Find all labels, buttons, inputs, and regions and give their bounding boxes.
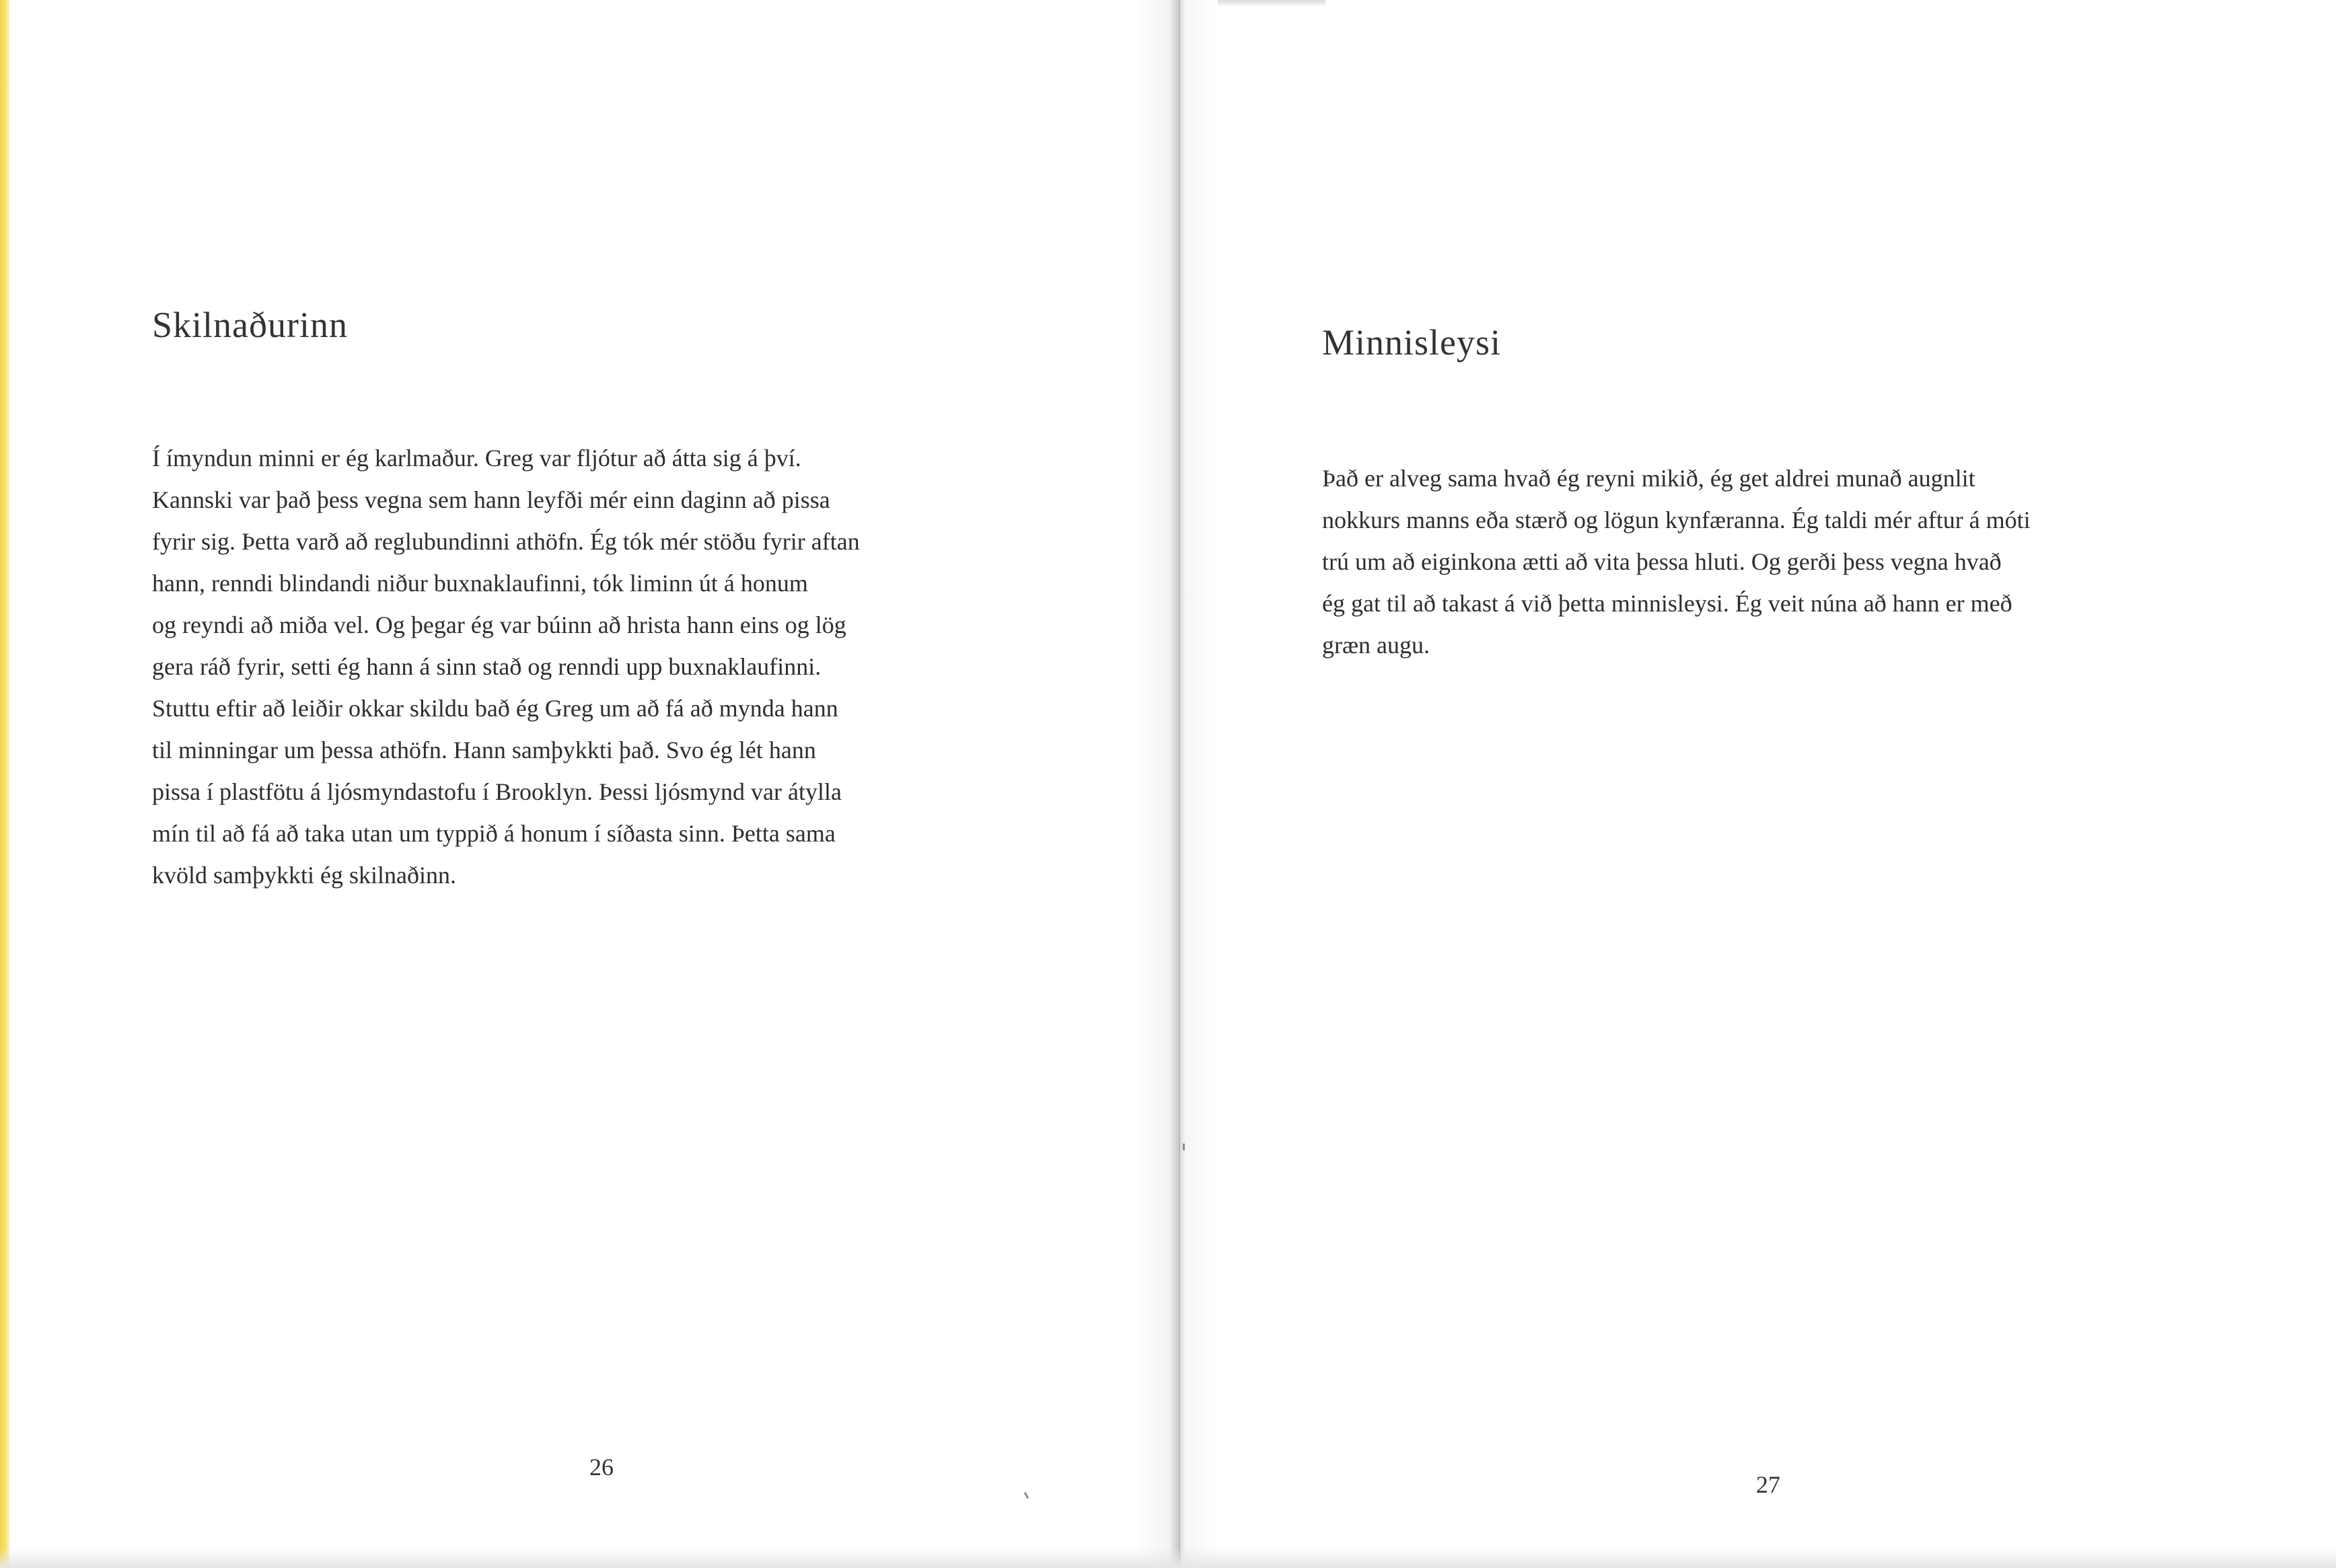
print-speck — [1183, 1144, 1185, 1150]
right-page — [1218, 0, 2336, 1568]
left-chapter-title: Skilnaðurinn — [152, 305, 348, 345]
text-line: Í ímyndun minni er ég karlmaður. Greg var fljótur að átta sig á því. — [152, 445, 801, 472]
page-edge — [0, 0, 9, 1568]
right-chapter-title: Minnisleysi — [1322, 322, 1502, 363]
text-line: Kannski var það þess vegna sem hann leyfði mér einn daginn að pissa — [152, 486, 830, 513]
left-page-number: 26 — [589, 1454, 614, 1481]
text-line: til minningar um þessa athöfn. Hann samþykkti það. Svo ég lét hann — [152, 737, 816, 763]
text-line: Það er alveg sama hvað ég reyni mikið, ég get aldrei munað augnlit — [1322, 465, 1975, 492]
text-line: hann, renndi blindandi niður buxnaklaufinni, tók liminn út á honum — [152, 570, 808, 597]
text-line: ég gat til að takast á við þetta minnisleysi. Ég veit núna að hann er með — [1322, 590, 2012, 617]
left-page — [9, 0, 1137, 1568]
text-line: trú um að eiginkona ætti að vita þessa hluti. Og gerði þess vegna hvað — [1322, 548, 2002, 575]
text-line: gera ráð fyrir, setti ég hann á sinn stað og renndi upp buxnaklaufinni. — [152, 653, 822, 680]
print-speck — [1024, 1492, 1029, 1499]
text-line: nokkurs manns eða stærð og lögun kynfæranna. Ég taldi mér aftur á móti — [1322, 507, 2031, 533]
left-body-text — [152, 437, 1094, 896]
text-line: og reyndi að miða vel. Og þegar ég var búinn að hrista hann eins og lög — [152, 611, 846, 638]
text-line: Stuttu eftir að leiðir okkar skildu bað ég Greg um að fá að mynda hann — [152, 695, 838, 722]
text-line: pissa í plastfötu á ljósmyndastofu í Brooklyn. Þessi ljósmynd var átylla — [152, 778, 842, 805]
gutter-line — [1179, 0, 1180, 1568]
book-gutter — [1137, 0, 1218, 1568]
text-line: fyrir sig. Þetta varð að reglubundinni athöfn. Ég tók mér stöðu fyrir aftan — [152, 528, 860, 555]
right-body-text — [1322, 457, 2264, 666]
right-page-number: 27 — [1756, 1471, 1780, 1498]
text-line: græn augu. — [1322, 632, 1430, 659]
text-line: mín til að fá að taka utan um typpið á honum í síðasta sinn. Þetta sama — [152, 820, 836, 847]
bottom-shadow — [0, 1547, 2336, 1568]
text-line: kvöld samþykkti ég skilnaðinn. — [152, 862, 456, 889]
